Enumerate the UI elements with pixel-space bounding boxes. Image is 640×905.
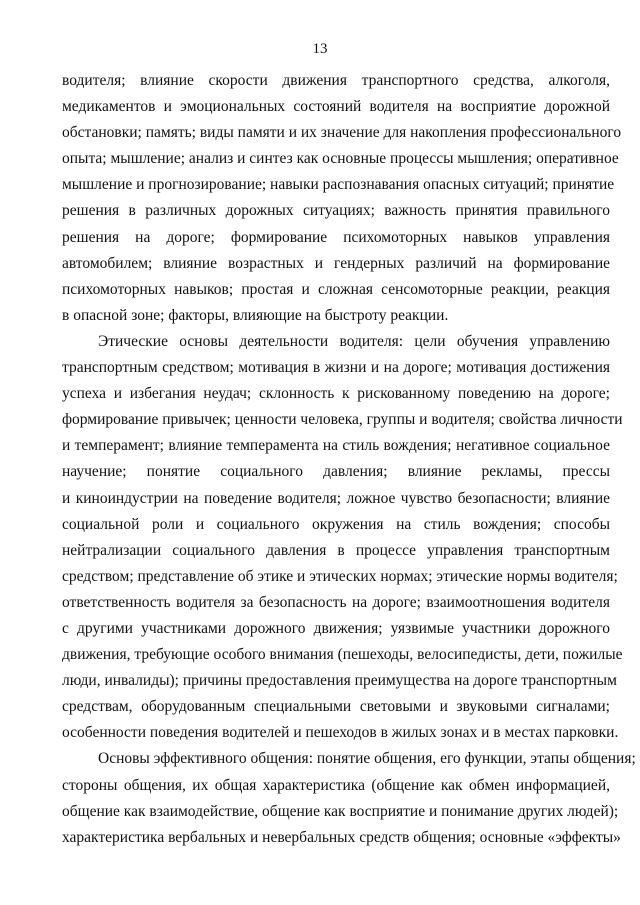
text-line: в опасной зоне; факторы, влияющие на быстроту реакции. (62, 306, 449, 324)
text-line: обстановки; память; виды памяти и их значение для накопления профессионального (62, 124, 622, 142)
page-number: 13 (312, 41, 328, 57)
text-line: транспортным средством; мотивация в жизни и на дороге; мотивация достижения (62, 359, 610, 377)
paragraph-2 (62, 329, 623, 747)
text-line: медикаментов и эмоциональных состояний водителя на восприятие дорожной (62, 98, 610, 116)
text-line: и темперамент; влияние темперамента на стиль вождения; негативное социальное (62, 437, 610, 455)
text-line: решения на дороге; формирование психомоторных навыков управления (62, 228, 610, 246)
text-line: нейтрализации социального давления в процессе управления транспортным (62, 541, 610, 559)
text-line: успеха и избегания неудач; склонность к рискованному поведению на дороге; (62, 385, 610, 403)
paragraph-1 (62, 68, 622, 329)
text-line: движения, требующие особого внимания (пешеходы, велосипедисты, дети, пожилые (62, 646, 623, 664)
text-line: психомоторных навыков; простая и сложная сенсомоторные реакции, реакция (62, 280, 610, 298)
text-line: люди, инвалиды); причины предоставления преимущества на дороге транспортным (62, 672, 617, 690)
text-line: стороны общения, их общая характеристика (общение как обмен информацией, (62, 776, 610, 794)
text-line: социальной роли и социального окружения на стиль вождения; способы (62, 515, 610, 533)
text-line: особенности поведения водителей и пешеходов в жилых зонах и в местах парковки. (62, 724, 619, 742)
text-line: и киноиндустрии на поведение водителя; ложное чувство безопасности; влияние (62, 489, 610, 507)
text-line: с другими участниками дорожного движения; уязвимые участники дорожного (62, 619, 610, 637)
text-line: общение как взаимодействие, общение как восприятие и понимание других людей); (62, 802, 619, 820)
body-text (62, 68, 636, 851)
text-line: автомобилем; влияние возрастных и гендерных различий на формирование (62, 254, 610, 272)
text-line: средством; представление об этике и этических нормах; этические нормы водителя; (62, 567, 618, 585)
text-line: мышление и прогнозирование; навыки распознавания опасных ситуаций; принятие (62, 176, 615, 194)
text-line: опыта; мышление; анализ и синтез как основные процессы мышления; оперативное (62, 150, 619, 168)
paragraph-3 (62, 746, 636, 850)
text-line: средствам, оборудованным специальными световыми и звуковыми сигналами; (62, 698, 610, 716)
text-line: формирование привычек; ценности человека, группы и водителя; свойства личности (62, 411, 623, 429)
text-line: решения в различных дорожных ситуациях; важность принятия правильного (62, 202, 610, 220)
text-line: водителя; влияние скорости движения транспортного средства, алкоголя, (62, 72, 610, 89)
text-line: Основы эффективного общения: понятие общения, его функции, этапы общения; (98, 750, 636, 768)
text-line: характеристика вербальных и невербальных средств общения; основные «эффекты» (62, 828, 621, 846)
text-line: научение; понятие социального давления; влияние рекламы, прессы (62, 463, 610, 481)
text-line: ответственность водителя за безопасность на дороге; взаимоотношения водителя (62, 593, 610, 611)
text-line: Этические основы деятельности водителя: цели обучения управлению (98, 332, 610, 350)
